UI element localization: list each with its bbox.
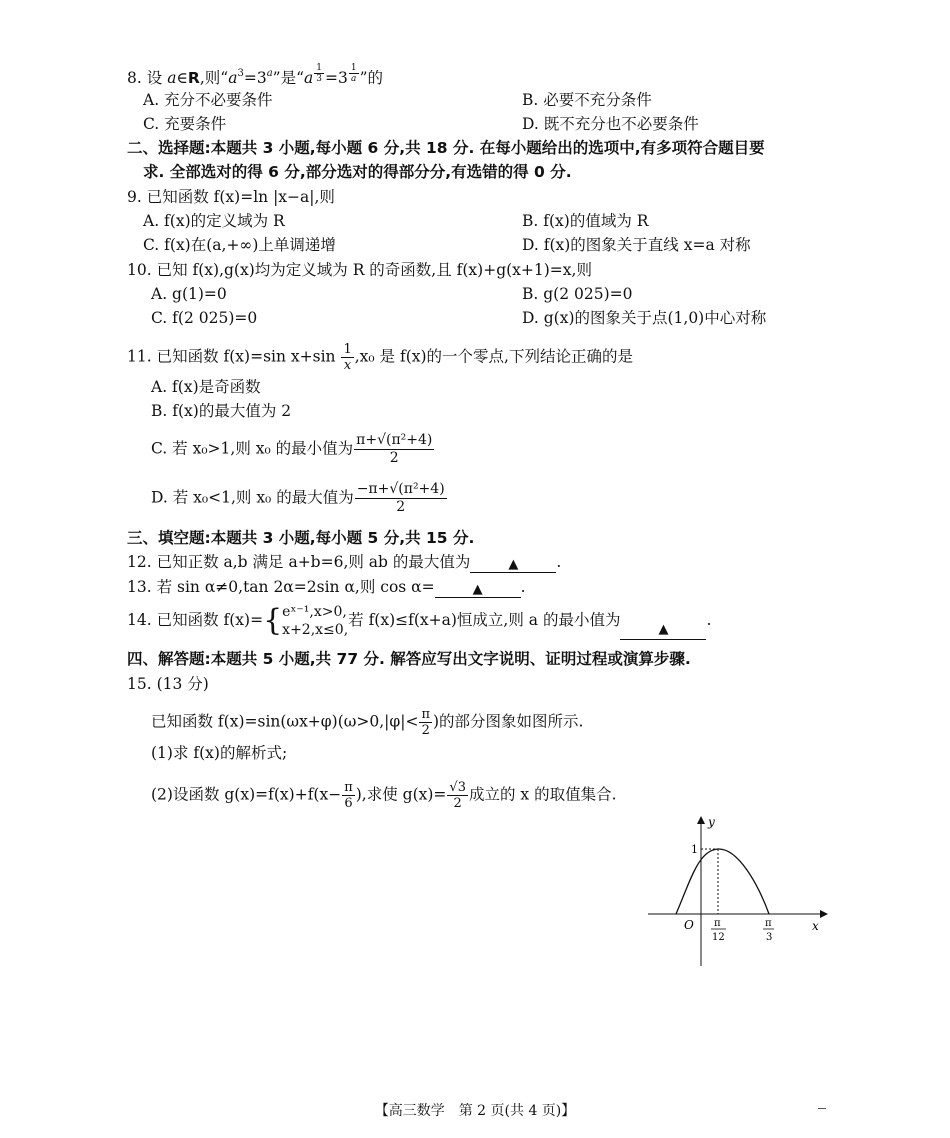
q8-option-d: D. 既不充分也不必要条件 <box>522 115 699 133</box>
q8-stem: 8. 设 a∈R,则“$a^3=3^a$”是“a $^{\frac{1}{3}}$ =3 $^{\frac{1}{a}}$ ”的 <box>127 63 384 87</box>
q15-part1: (1)求 f(x)的解析式; <box>151 744 288 762</box>
q14-piecewise: eˣ⁻¹,x>0, x+2,x≤0, <box>282 604 349 638</box>
q9-option-a: A. f(x)的定义域为 R <box>143 212 285 230</box>
x-tick-pi-12-num: π <box>714 918 721 929</box>
q9-option-b: B. f(x)的值域为 R <box>522 212 649 230</box>
section4-heading: 四、解答题:本题共 5 小题,共 77 分. 解答应写出文字说明、证明过程或演算步骤. <box>127 650 691 668</box>
q10-option-a: A. g(1)=0 <box>151 285 227 303</box>
section2-heading-line1: 二、选择题:本题共 3 小题,每小题 6 分,共 18 分. 在每小题给出的选项中,有多项符合题目要 <box>127 139 765 157</box>
q8-option-b: B. 必要不充分条件 <box>522 91 652 109</box>
q9-stem: 9. 已知函数 f(x)=ln |x−a|,则 <box>127 188 335 206</box>
q11-stem: 11. 已知函数 f(x)=sin x+sin $\frac{1}{x}$ ,x₀ 是 f(x)的一个零点,下列结论正确的是 <box>127 342 633 373</box>
origin-label: O <box>684 918 694 932</box>
q14-answer-blank[interactable]: ▲ <box>620 619 706 640</box>
q10-option-c: C. f(2 025)=0 <box>151 309 258 327</box>
q15-function-graph <box>640 812 840 972</box>
q8-option-c: C. 充要条件 <box>143 115 227 133</box>
section3-heading: 三、填空题:本题共 3 小题,每小题 5 分,共 15 分. <box>127 529 475 547</box>
page-footer: 【高三数学 第 2 页(共 4 页)】 <box>374 1103 576 1119</box>
q10-stem: 10. 已知 f(x),g(x)均为定义域为 R 的奇函数,且 f(x)+g(x+1)=x,则 <box>127 261 592 279</box>
q11-fraction: $\frac{1}{x}$ <box>343 342 352 373</box>
x-axis-arrow <box>820 910 828 918</box>
y-axis-arrow <box>697 816 705 824</box>
q15-heading: 15. (13 分) <box>127 675 209 693</box>
q11-option-c: C. 若 x₀>1,则 x₀ 的最小值为 $\frac{\text{π+√(π²+4)}}{2}$ <box>151 432 433 466</box>
q15-part2: (2)设函数 g(x)=f(x)+f(x− $\frac{\pi}{6}$ ),求使 g(x)= $\frac{√3}{2}$ 成立的 x 的取值集合. <box>151 780 617 811</box>
q9-option-d: D. f(x)的图象关于直线 x=a 对称 <box>522 236 751 254</box>
x-tick-pi-3-num: π <box>765 918 772 929</box>
q9-option-c: C. f(x)在(a,+∞)上单调递增 <box>143 236 336 254</box>
q11-option-b: B. f(x)的最大值为 2 <box>151 402 292 420</box>
q13-answer-blank[interactable]: ▲ <box>435 579 521 598</box>
x-axis-label: x <box>812 919 819 933</box>
q12-stem: 12. 已知正数 a,b 满足 a+b=6,则 ab 的最大值为 ▲ . <box>127 553 562 572</box>
sine-curve <box>676 849 769 914</box>
corner-mark <box>818 1108 826 1109</box>
q10-option-d: D. g(x)的图象关于点(1,0)中心对称 <box>522 309 767 327</box>
y-tick-one: 1 <box>691 843 698 856</box>
q15-stem: 已知函数 f(x)=sin(ωx+φ)(ω>0,|φ|< $\frac{\pi}{2}$ )的部分图象如图所示. <box>151 707 584 738</box>
q8-option-a: A. 充分不必要条件 <box>143 91 273 109</box>
q13-stem: 13. 若 sin α≠0,tan 2α=2sin α,则 cos α= ▲ . <box>127 578 526 597</box>
y-axis-label: y <box>708 815 715 829</box>
q14-stem: 14. 已知函数 f(x)={ eˣ⁻¹,x>0, x+2,x≤0, 若 f(x)≤f(x+a)恒成立,则 a 的最小值为▲. <box>127 603 712 638</box>
x-tick-pi-12-den: 12 <box>712 932 725 943</box>
q11-option-d: D. 若 x₀<1,则 x₀ 的最大值为 $\frac{\text{−π+√(π²+4)}}{2}$ <box>151 481 445 515</box>
q12-answer-blank[interactable]: ▲ <box>470 554 556 573</box>
q10-option-b: B. g(2 025)=0 <box>522 285 633 303</box>
section2-heading-line2: 求. 全部选对的得 6 分,部分选对的得部分分,有选错的得 0 分. <box>143 163 572 181</box>
q11-option-a: A. f(x)是奇函数 <box>151 378 261 396</box>
x-tick-pi-3-den: 3 <box>766 932 773 943</box>
